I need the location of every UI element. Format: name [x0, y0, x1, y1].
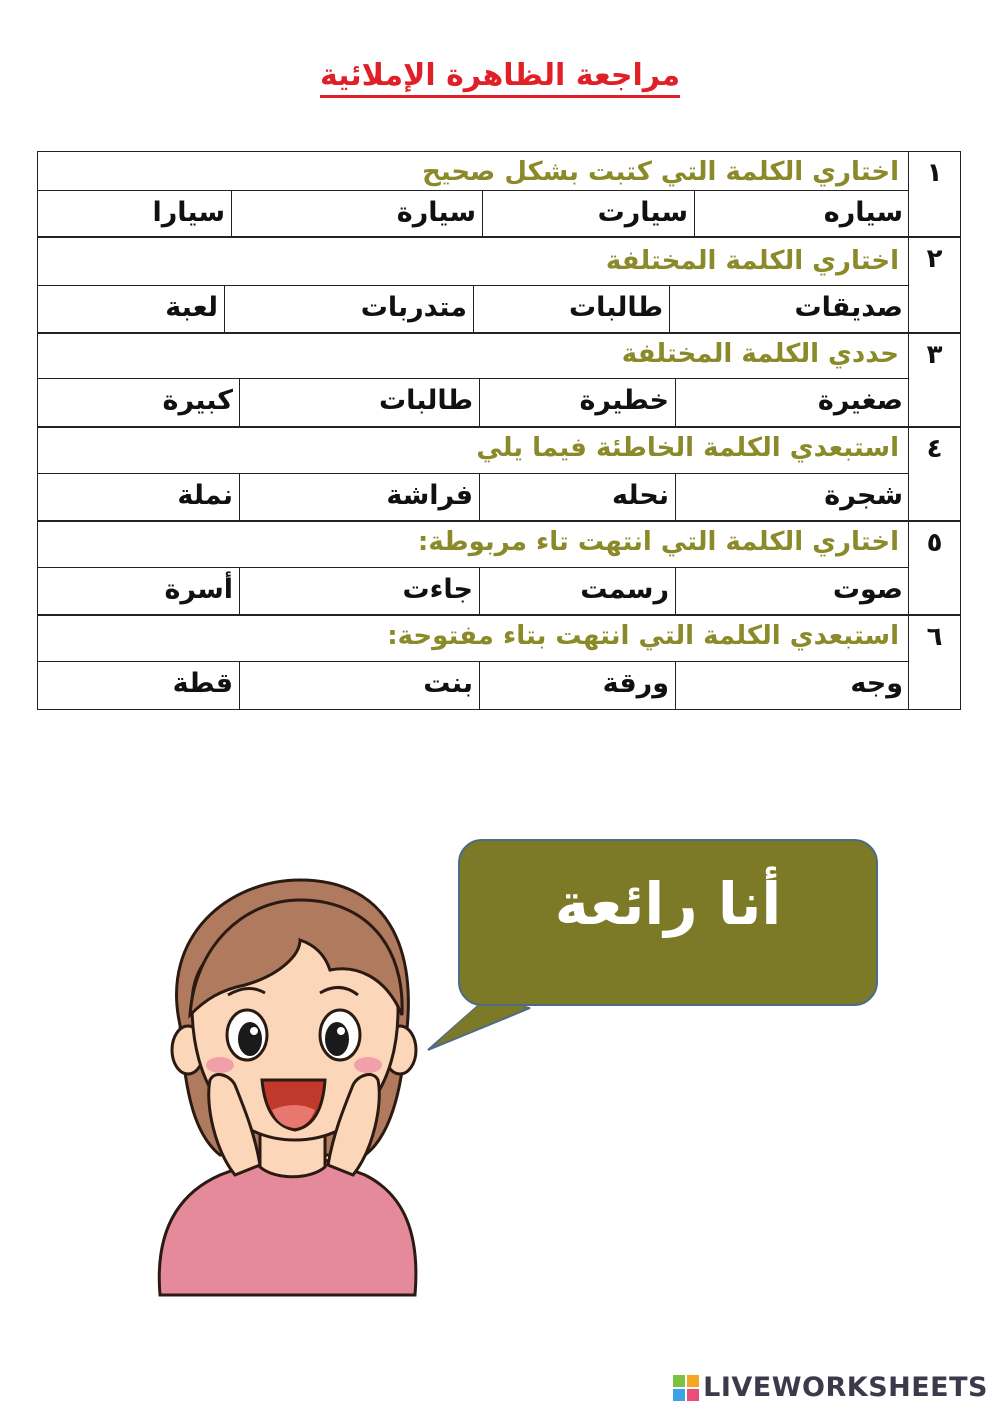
question-number: ١	[908, 151, 961, 237]
answer-options	[37, 568, 909, 615]
answer-option[interactable]: خطيرة	[479, 379, 675, 426]
page-title	[0, 58, 1000, 93]
answer-option[interactable]: طالبات	[239, 379, 479, 426]
answer-option[interactable]: شجرة	[675, 474, 909, 520]
girl-illustration	[150, 875, 430, 1300]
answer-option[interactable]: صديقات	[669, 286, 909, 332]
page-title-text: مراجعة الظاهرة الإملائية	[320, 58, 680, 98]
answer-option[interactable]: أسرة	[164, 574, 233, 605]
answer-options	[37, 286, 909, 333]
answer-options	[37, 191, 909, 237]
answer-option[interactable]: لعبة	[165, 292, 218, 323]
question-prompt: اختاري الكلمة التي انتهت تاء مربوطة:	[37, 521, 909, 568]
answer-option[interactable]: نحله	[479, 474, 675, 520]
answer-option[interactable]: صوت	[675, 568, 909, 614]
question-2	[37, 237, 961, 333]
answer-option[interactable]: جاءت	[239, 568, 479, 614]
answer-option[interactable]: بنت	[239, 662, 479, 709]
question-number: ٣	[908, 333, 961, 427]
question-prompt: استبعدي الكلمة الخاطئة فيما يلي	[37, 427, 909, 474]
question-prompt: اختاري الكلمة التي كتبت بشكل صحيح	[37, 151, 909, 191]
answer-option[interactable]: رسمت	[479, 568, 675, 614]
liveworksheets-logo-icon	[673, 1375, 699, 1401]
answer-option[interactable]: فراشة	[239, 474, 479, 520]
question-1	[37, 151, 961, 237]
question-number: ٤	[908, 427, 961, 521]
answer-option[interactable]: قطة	[172, 668, 233, 699]
speech-bubble-text: أنا رائعة	[554, 870, 782, 938]
answer-option[interactable]: صغيرة	[675, 379, 909, 426]
footer-brand-text: LIVEWORKSHEETS	[703, 1372, 988, 1403]
answer-option[interactable]: سيارت	[482, 191, 694, 236]
question-3	[37, 333, 961, 427]
question-prompt: استبعدي الكلمة التي انتهت بتاء مفتوحة:	[37, 615, 909, 662]
question-prompt: حددي الكلمة المختلفة	[37, 333, 909, 379]
answer-option[interactable]: سيارا	[152, 197, 225, 228]
footer-brand	[673, 1372, 988, 1403]
question-number: ٦	[908, 615, 961, 710]
answer-options	[37, 662, 909, 710]
question-number: ٥	[908, 521, 961, 615]
question-5	[37, 521, 961, 615]
answer-options	[37, 474, 909, 521]
question-number: ٢	[908, 237, 961, 333]
answer-option[interactable]: وجه	[675, 662, 909, 709]
answer-options	[37, 379, 909, 427]
answer-option[interactable]: كبيرة	[162, 385, 233, 416]
answer-option[interactable]: سياره	[694, 191, 909, 236]
answer-option[interactable]: سيارة	[231, 191, 482, 236]
question-prompt: اختاري الكلمة المختلفة	[37, 237, 909, 286]
answer-option[interactable]: ورقة	[479, 662, 675, 709]
question-4	[37, 427, 961, 521]
answer-option[interactable]: طالبات	[473, 286, 669, 332]
answer-option[interactable]: متدربات	[224, 286, 473, 332]
answer-option[interactable]: نملة	[177, 480, 233, 511]
question-6	[37, 615, 961, 710]
